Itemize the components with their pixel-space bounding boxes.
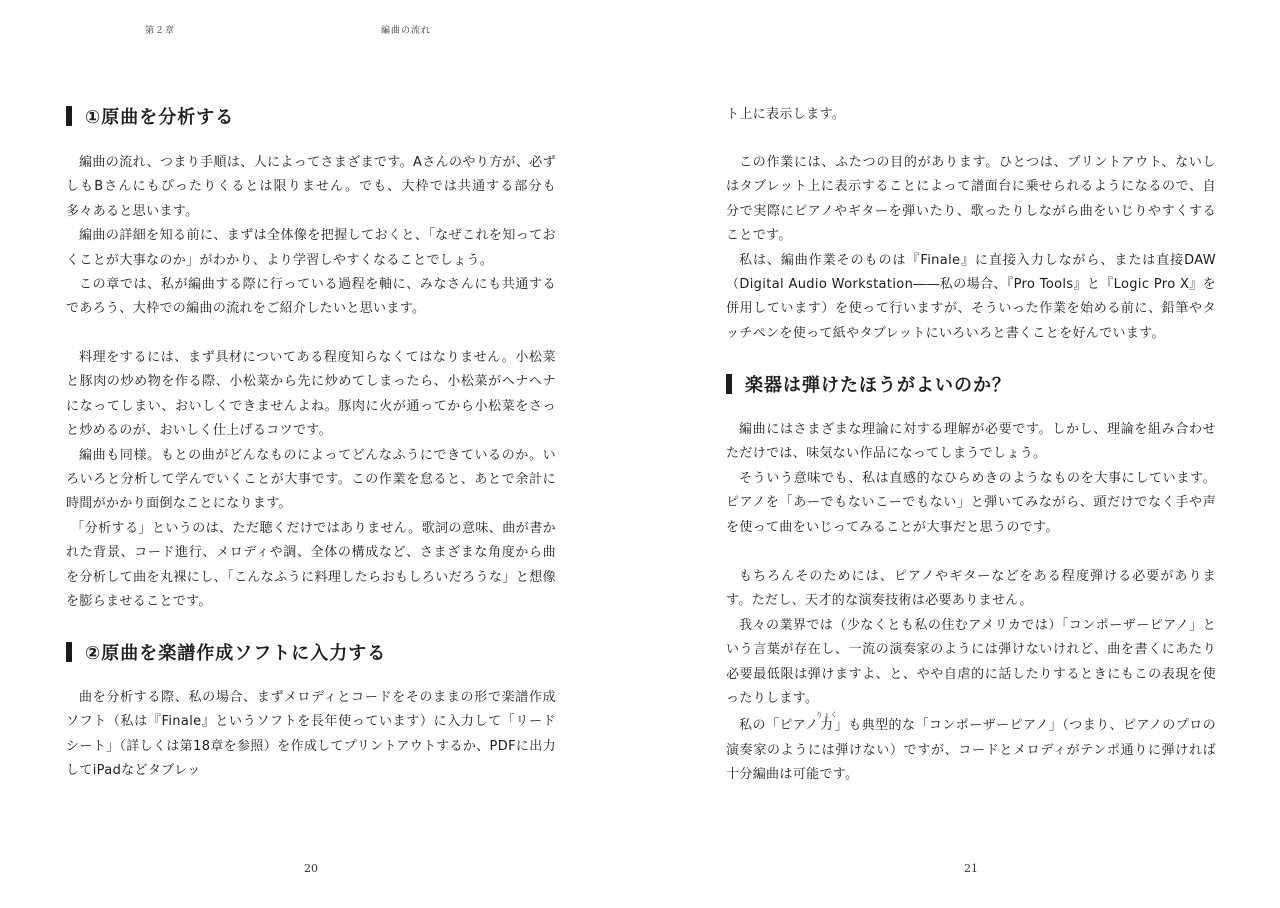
ruby-annotation: 力りょく: [815, 711, 838, 734]
paragraph: この章では、私が編曲する際に行っている過程を軸に、みなさんにも共通するであろう、大枠での編曲の流れをご紹介したいと思います。: [66, 277, 556, 317]
ruby-reading: りょく: [815, 711, 838, 720]
section-analyze: [66, 103, 556, 129]
right-page: [640, 0, 1280, 908]
paragraph: 編曲の詳細を知る前に、まずは全体像を把握しておくと、「なぜこれを知っておくことが大事なのか」がわかり、より学習しやすくなることでしょう。: [66, 228, 556, 268]
heading-bar-marker: [66, 106, 72, 126]
section-heading: [726, 371, 1216, 397]
section-heading: [66, 639, 556, 665]
paragraph: もちろんそのためには、ピアノやギターなどをある程度弾ける必要があります。ただし、天才的な演奏技術は必要ありません。: [726, 569, 1216, 609]
paragraph: 「分析する」というのは、ただ聴くだけではありません。歌詞の意味、曲が書かれた背景、コード進行、メロディや調、全体の構成など、さまざまな角度から曲を分析して曲を丸裸にし、「こんなふうに料理したらおもしろいだろうな」と想像を膨らませることです。: [66, 520, 556, 610]
section-heading: [66, 103, 556, 129]
section-instrument: [726, 371, 1216, 397]
section-input: [66, 639, 556, 665]
section-instrument-body-2: [726, 565, 1216, 788]
paragraph: 編曲の流れ、つまり手順は、人によってさまざまです。Aさんのやり方が、必ずしもBさんにもぴったりくるとは限りません。でも、大枠では共通する部分も多々あると思います。: [66, 155, 556, 219]
section-input-body: [66, 686, 556, 784]
section-analyze-body-2: [66, 346, 556, 614]
paragraph-continuation: ト上に表示します。: [726, 107, 846, 122]
page-number: 20: [304, 862, 318, 875]
paragraph: そういう意味でも、私は直感的なひらめきのようなものを大事にしています。ピアノを「あーでもないこーでもない」と弾いてみながら、頭だけでなく手や声を使って曲をいじってみることが大事だと思うのです。: [726, 470, 1216, 535]
section-analyze-body: [66, 151, 556, 322]
paragraph: 曲を分析する際、私の場合、まずメロディとコードをそのままの形で楽譜作成ソフト（私は『Finale』というソフトを長年使っています）に入力して「リードシート」（詳しくは第18章を参照）を作成してプリントアウトするか、PDFに出力してiPadなどタブレッ: [66, 690, 556, 779]
paragraph: 我々の業界では（少なくとも私の住むアメリカでは）「コンポーザーピアノ」という言葉が存在し、一流の演奏家のようには弾けないけれど、曲を書くにあたり必要最低限は弾けますよ、と、やや自虐的に話したりするときにもこの表現を使ったりします。: [726, 617, 1216, 707]
paragraph: 編曲も同様。もとの曲がどんなものによってどんなふうにできているのか。いろいろと分析して学んでいくことが大事です。この作業を怠ると、あとで余計に時間がかかり面倒なことになります。: [66, 447, 556, 512]
paragraph: 私の「ピアノ力りょく」も典型的な「コンポーザーピアノ」（つまり、ピアノのプロの演奏家のようには弾けない）ですが、コードとメロディがテンポ通りに弾ければ十分編曲は可能です。: [726, 711, 1216, 783]
section-instrument-body: [726, 418, 1216, 540]
page-number: 21: [964, 862, 978, 875]
purpose-body: [726, 151, 1216, 346]
heading-text: ②原曲を楽譜作成ソフトに入力する: [85, 643, 387, 664]
running-head-title: 編曲の流れ: [381, 26, 432, 36]
paragraph: 私は、編曲作業そのものは『Finale』に直接入力しながら、または直接DAW（Digital Audio Workstation――私の場合、『Pro Tools』と『Logic Pro X』を併用しています）を使って行いますが、そういった作業を始める前に、鉛筆やタッチペンを使って紙やタブレットにいろいろと書くことを好んでいます。: [726, 252, 1216, 341]
paragraph: この作業には、ふたつの目的があります。ひとつは、プリントアウト、ないしはタブレット上に表示することによって譜面台に乗せられるようになるので、自分で実際にピアノやギターを弾いたり、歌ったりしながら曲をいじりやすくすることです。: [726, 155, 1216, 244]
heading-bar-marker: [66, 642, 72, 662]
paragraph: 料理をするには、まず具材についてある程度知らなくてはなりません。小松菜と豚肉の炒め物を作る際、小松菜から先に炒めてしまったら、小松菜がヘナヘナになってしまい、おいしくできませんよね。豚肉に火が通ってから小松菜をさっと炒めるのが、おいしく仕上げるコツです。: [66, 350, 556, 439]
heading-bar-marker: [726, 374, 732, 394]
heading-text: ①原曲を分析する: [85, 107, 235, 128]
continued-text: [726, 103, 1216, 127]
running-head-chapter: 第２章: [145, 26, 176, 36]
heading-text: 楽器は弾けたほうがよいのか？: [745, 375, 1011, 396]
paragraph: 編曲にはさまざまな理論に対する理解が必要です。しかし、理論を組み合わせただけでは、味気ない作品になってしまうでしょう。: [726, 422, 1216, 462]
